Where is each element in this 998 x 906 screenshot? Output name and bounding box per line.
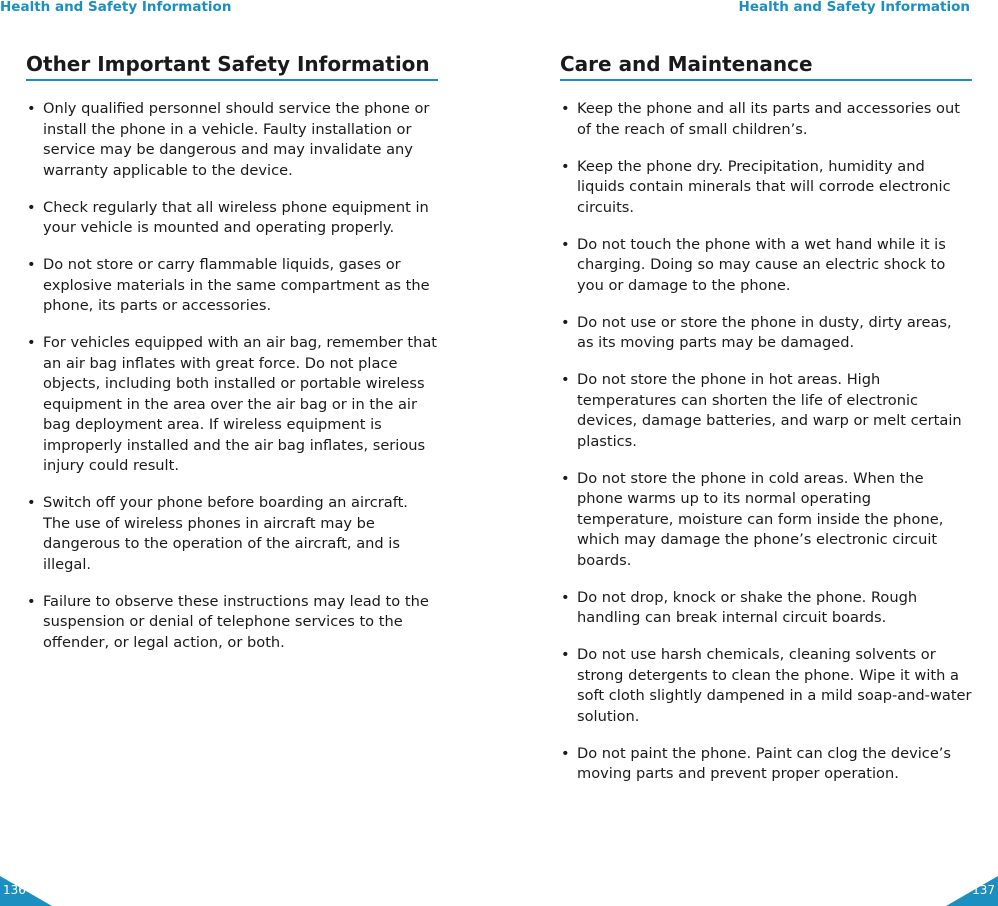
bullet-icon: •	[561, 157, 570, 175]
bullet-item	[560, 370, 972, 452]
section-title: Other Important Safety Information	[26, 52, 438, 81]
bullet-text: Do not touch the phone with a wet hand while it is charging. Doing so may cause an electric shock to you or damage to the phone.	[577, 235, 946, 294]
bullet-text: Switch off your phone before boarding an aircraft. The use of wireless phones in aircraft may be dangerous to the operation of the aircraft, and is illegal.	[43, 494, 408, 573]
bullet-icon: •	[561, 588, 570, 606]
bullet-list	[560, 99, 972, 785]
bullet-item	[26, 493, 438, 575]
page-number: 136	[3, 883, 26, 897]
bullet-text: Do not use or store the phone in dusty, dirty areas, as its moving parts may be damaged.	[577, 313, 952, 351]
bullet-icon: •	[27, 334, 36, 351]
bullet-text: Keep the phone and all its parts and accessories out of the reach of small children’s.	[577, 100, 960, 138]
bullet-icon: •	[561, 235, 570, 253]
bullet-icon: •	[561, 469, 570, 487]
bullet-icon: •	[561, 313, 570, 331]
bullet-icon: •	[27, 494, 36, 511]
bullet-item	[26, 255, 438, 317]
section-title: Care and Maintenance	[560, 52, 972, 81]
bullet-text: Do not store or carry flammable liquids, gases or explosive materials in the same compartment as the phone, its parts or accessories.	[43, 256, 430, 314]
page-number: 137	[972, 883, 995, 897]
bullet-item	[26, 99, 438, 181]
bullet-item	[560, 235, 972, 297]
bullet-list	[26, 99, 438, 653]
bullet-item	[560, 645, 972, 727]
running-header: Health and Safety Information	[738, 0, 970, 15]
bullet-text: Do not drop, knock or shake the phone. Rough handling can break internal circuit boards.	[577, 588, 918, 626]
bullet-item	[26, 198, 438, 239]
bullet-icon: •	[27, 592, 36, 610]
bullet-text: Do not store the phone in hot areas. High temperatures can shorten the life of electronic devices, damage batteries, and warp or melt certain plastics.	[577, 371, 962, 450]
running-header: Health and Safety Information	[0, 0, 232, 15]
bullet-text: Failure to observe these instructions may lead to the suspension or denial of telephone services to the offender, or legal action, or both.	[43, 592, 429, 651]
bullet-icon: •	[561, 371, 570, 388]
bullet-text: Do not store the phone in cold areas. When the phone warms up to its normal operating temperature, moisture can form inside the phone, which may damage the phone’s electronic circuit boards.	[577, 469, 944, 569]
bullet-text: For vehicles equipped with an air bag, remember that an air bag inflates with great force. Do not place objects, including both installed or portable wireless equipment in the area over the air bag or in the air bag deployment area. If wireless equipment is improperly installed and the air bag inflates, serious injury could result.	[43, 334, 438, 474]
bullet-item	[560, 744, 972, 785]
section	[26, 52, 438, 670]
bullet-text: Check regularly that all wireless phone equipment in your vehicle is mounted and operating properly.	[43, 198, 429, 236]
section	[560, 52, 972, 801]
bullet-item	[26, 592, 438, 654]
bullet-icon: •	[561, 646, 570, 663]
bullet-item	[560, 157, 972, 219]
bullet-icon: •	[561, 744, 570, 762]
bullet-icon: •	[27, 100, 36, 117]
bullet-item	[560, 99, 972, 140]
bullet-icon: •	[561, 100, 570, 117]
bullet-text: Do not paint the phone. Paint can clog the device’s moving parts and prevent proper operation.	[577, 744, 952, 782]
bullet-item	[26, 333, 438, 477]
bullet-text: Do not use harsh chemicals, cleaning solvents or strong detergents to clean the phone. Wipe it with a soft cloth slightly dampened in a mild soap-and-water solution.	[577, 646, 972, 725]
bullet-item	[560, 313, 972, 354]
bullet-text: Keep the phone dry. Precipitation, humidity and liquids contain minerals that will corrode electronic circuits.	[577, 157, 951, 216]
bullet-item	[560, 469, 972, 572]
bullet-icon: •	[27, 256, 36, 273]
right-page	[499, 0, 998, 906]
bullet-text: Only qualified personnel should service the phone or install the phone in a vehicle. Faulty installation or service may be dangerous and may invalidate any warranty applicable to the device.	[43, 100, 430, 179]
bullet-item	[560, 588, 972, 629]
bullet-icon: •	[27, 198, 36, 216]
